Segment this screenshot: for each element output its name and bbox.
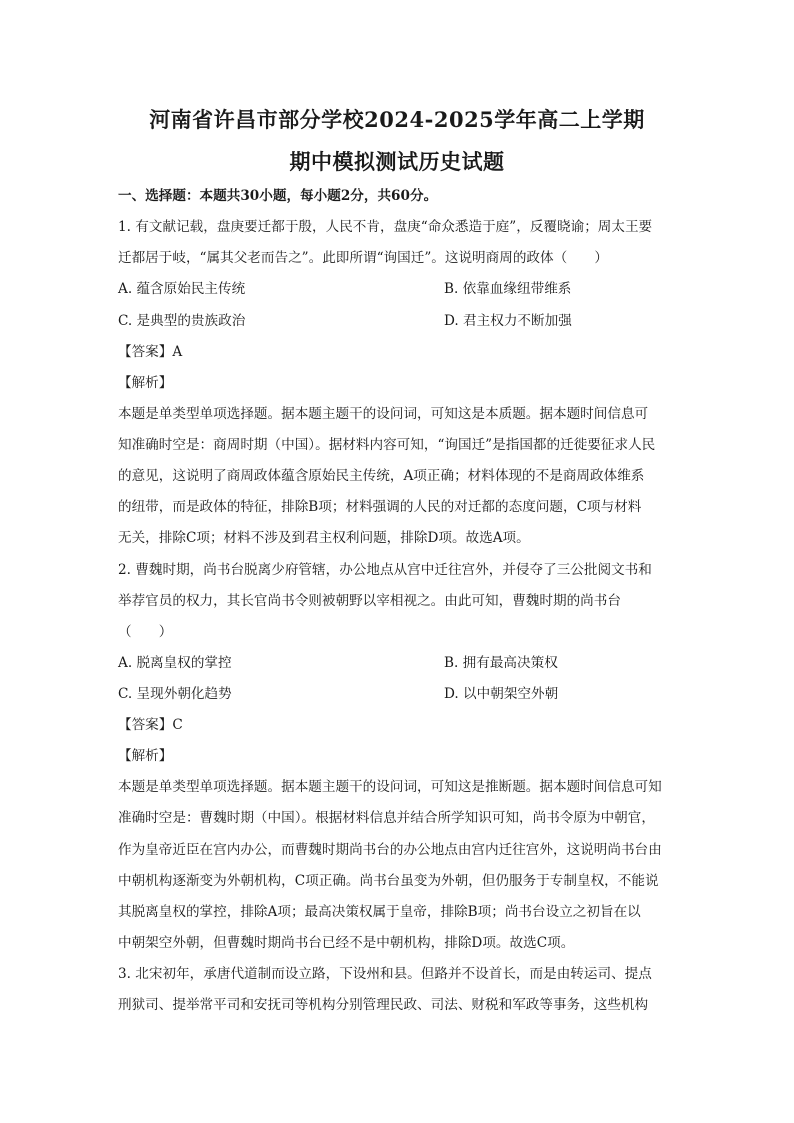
q1-option-c: C. 是典型的贵族政治	[118, 313, 246, 329]
q2-analysis-line: 其脱离皇权的掌控，排除A项；最高决策权属于皇帝，排除B项；尚书台设立之初旨在以	[118, 904, 641, 920]
q2-option-b: B. 拥有最高决策权	[444, 655, 558, 671]
q3-stem-line: 3. 北宋初年，承唐代道制而设立路，下设州和县。但路并不设首长，而是由转运司、提点	[118, 966, 652, 982]
q2-option-a: A. 脱离皇权的掌控	[118, 655, 232, 671]
q1-analysis-line: 知准确时空是：商周时期（中国）。据材料内容可知，“询国迁”是指国都的迁徙要征求人民	[118, 437, 656, 453]
document-title-line1: 河南省许昌市部分学校2024-2025学年高二上学期	[149, 107, 645, 132]
q2-analysis-line: 中朝架空外朝，但曹魏时期尚书台已经不是中朝机构，排除D项。故选C项。	[118, 935, 575, 951]
section-heading: 一、选择题：本题共30小题，每小题2分，共60分。	[118, 188, 438, 204]
q2-analysis-label: 【解析】	[118, 748, 173, 764]
document-title-line2: 期中模拟测试历史试题	[289, 149, 505, 174]
q1-analysis-line: 无关，排除C项；材料不涉及到君主权利问题，排除D项。故选A项。	[118, 530, 530, 546]
q1-analysis-line: 的纽带，而是政体的特征，排除B项；材料强调的人民的对迁都的态度问题，C项与材料	[118, 499, 642, 515]
q1-option-a: A. 蕴含原始民主传统	[118, 281, 246, 297]
q2-stem-line: （ ）	[118, 624, 173, 640]
q2-option-c: C. 呈现外朝化趋势	[118, 686, 232, 702]
q1-analysis-line: 本题是单类型单项选择题。据本题主题干的设问词，可知这是本质题。据本题时间信息可	[118, 406, 649, 422]
q2-analysis-line: 本题是单类型单项选择题。据本题主题干的设问词，可知这是推断题。据本题时间信息可知	[118, 779, 662, 795]
q1-stem-line: 迁都居于岐，“属其父老而告之”。此即所谓“询国迁”。这说明商周的政体（ ）	[118, 250, 608, 266]
q2-stem-line: 举荐官员的权力，其长官尚书令则被朝野以宰相视之。由此可知，曹魏时期的尚书台	[118, 593, 621, 609]
q1-analysis-label: 【解析】	[118, 375, 173, 391]
q1-option-d: D. 君主权力不断加强	[444, 313, 572, 329]
q2-answer: 【答案】C	[118, 717, 183, 733]
q1-stem-line: 1. 有文献记载，盘庚要迁都于殷，人民不肯，盘庚“命众悉造于庭”，反覆晓谕；周太王要	[118, 219, 653, 235]
q1-analysis-line: 的意见，这说明了商周政体蕴含原始民主传统，A项正确；材料体现的不是商周政体维系	[118, 468, 645, 484]
q3-stem-line: 刑狱司、提举常平司和安抚司等机构分别管理民政、司法、财税和军政等事务，这些机构	[118, 997, 649, 1013]
q2-analysis-line: 作为皇帝近臣在宫内办公，而曹魏时期尚书台的办公地点由宫内迁往宫外，这说明尚书台由	[118, 842, 662, 858]
q2-analysis-line: 准确时空是：曹魏时期（中国）。根据材料信息并结合所学知识可知，尚书令原为中朝官，	[118, 810, 655, 826]
q2-stem-line: 2. 曹魏时期，尚书台脱离少府管辖，办公地点从宫中迁往宫外，并侵夺了三公批阅文书和	[118, 562, 652, 578]
q2-analysis-line: 中朝机构逐渐变为外朝机构，C项正确。尚书台虽变为外朝，但仍服务于专制皇权，不能说	[118, 873, 659, 889]
q2-option-d: D. 以中朝架空外朝	[444, 686, 559, 702]
q1-option-b: B. 依靠血缘纽带维系	[444, 281, 572, 297]
q1-answer: 【答案】A	[118, 344, 183, 360]
